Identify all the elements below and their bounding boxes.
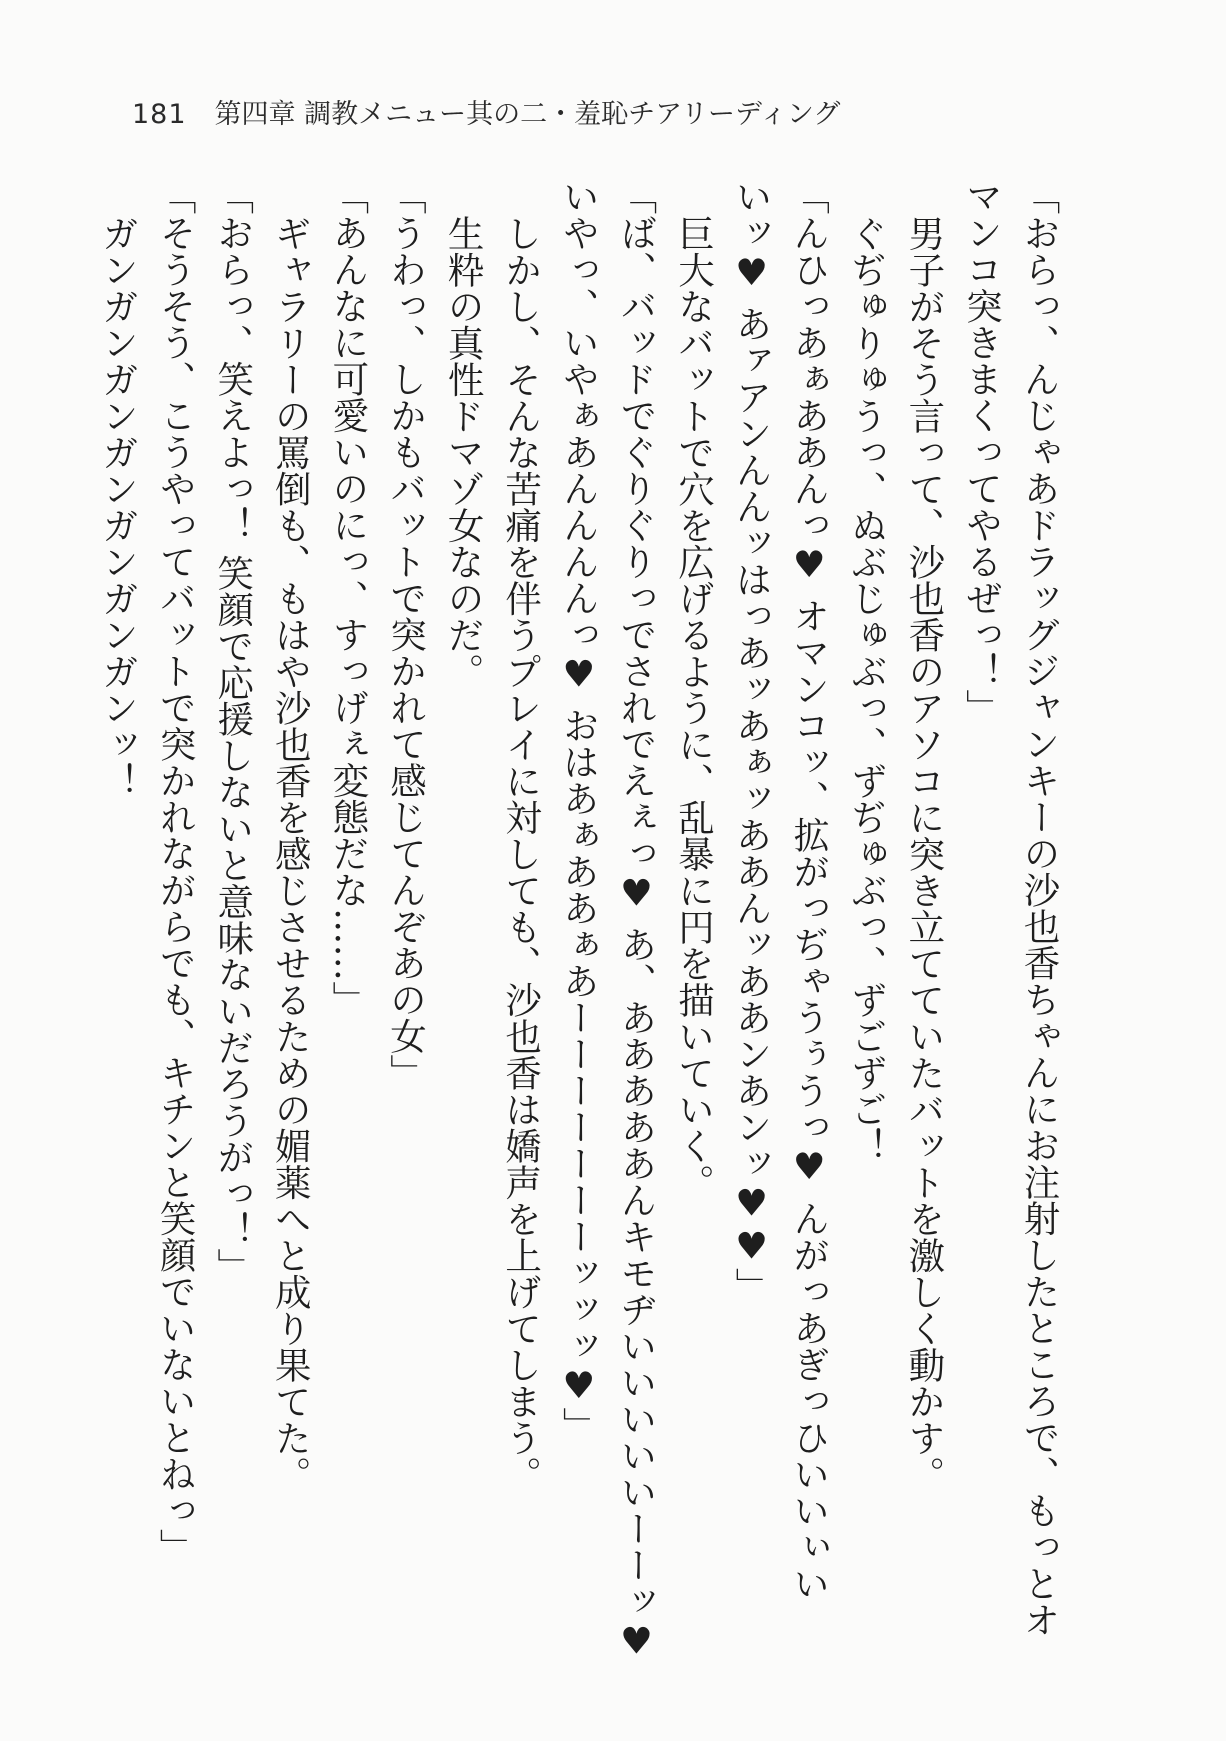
text-line: ガンガンガンガンガンガンガンッ！ <box>96 214 140 799</box>
text-line: 男子がそう言って、沙也香のアソコに突き立てていたバットを激しく動かす。 <box>902 214 946 1492</box>
running-head <box>132 92 840 132</box>
text-line: ぐぢゅりゅうっ、ぬぶじゅぶっ、ずぢゅぶっ、ずごずご！ <box>845 214 889 1164</box>
text-line: 巨大なバットで穴を広げるように、乱暴に円を描いていく。 <box>672 214 716 1200</box>
text-line: マンコ突きまくってやるぜっ！」 <box>960 178 1004 726</box>
text-line: 「そうそう、こうやってバットで突かれながらでも、キチンと笑顔でいないとねっ」 <box>154 178 198 1565</box>
text-line: 生粋の真性ドマゾ女なのだ。 <box>442 214 486 689</box>
text-line: 「あんなに可愛いのにっ、すっげぇ変態だな……」 <box>326 178 370 1018</box>
chapter-title: 第四章 調教メニュー其の二・羞恥チアリーディング <box>214 99 841 130</box>
text-line: 「ば、バッドでぐりぐりっでされでえぇっ♥ あ、あああああんキモヂいいいいいーーッ♥ <box>614 178 658 1663</box>
page-number: 181 <box>132 99 187 130</box>
text-line: いやっ、いやぁあんんんんっ♥ おはあぁああぁあーーーーーーーッッッ♥」 <box>557 178 601 1444</box>
text-line: ギャラリーの罵倒も、もはや沙也香を感じさせるための媚薬へと成り果てた。 <box>269 214 313 1492</box>
text-line: 「おらっ、んじゃあドラッグジャンキーの沙也香ちゃんにお注射したところで、もっとオ <box>1018 178 1061 1638</box>
text-line: しかし、そんな苦痛を伴うプレイに対しても、沙也香は嬌声を上げてしまう。 <box>499 214 543 1492</box>
text-line: 「んひっあぁああんっ♥ オマンコッ、拡がっぢゃうぅうっ♥ んがっあぎっひいいぃい <box>787 178 831 1602</box>
vertical-text-body <box>89 178 1068 1663</box>
text-line: 「うわっ、しかもバットで突かれて感じてんぞあの女」 <box>384 178 428 1091</box>
text-line: 「おらっ、笑えよっ！ 笑顔で応援しないと意味ないだろうがっ！」 <box>211 178 255 1285</box>
text-line: いッ♥ あァアンんんッはっあッあぁッああんッああンあンッ♥♥」 <box>730 178 774 1305</box>
